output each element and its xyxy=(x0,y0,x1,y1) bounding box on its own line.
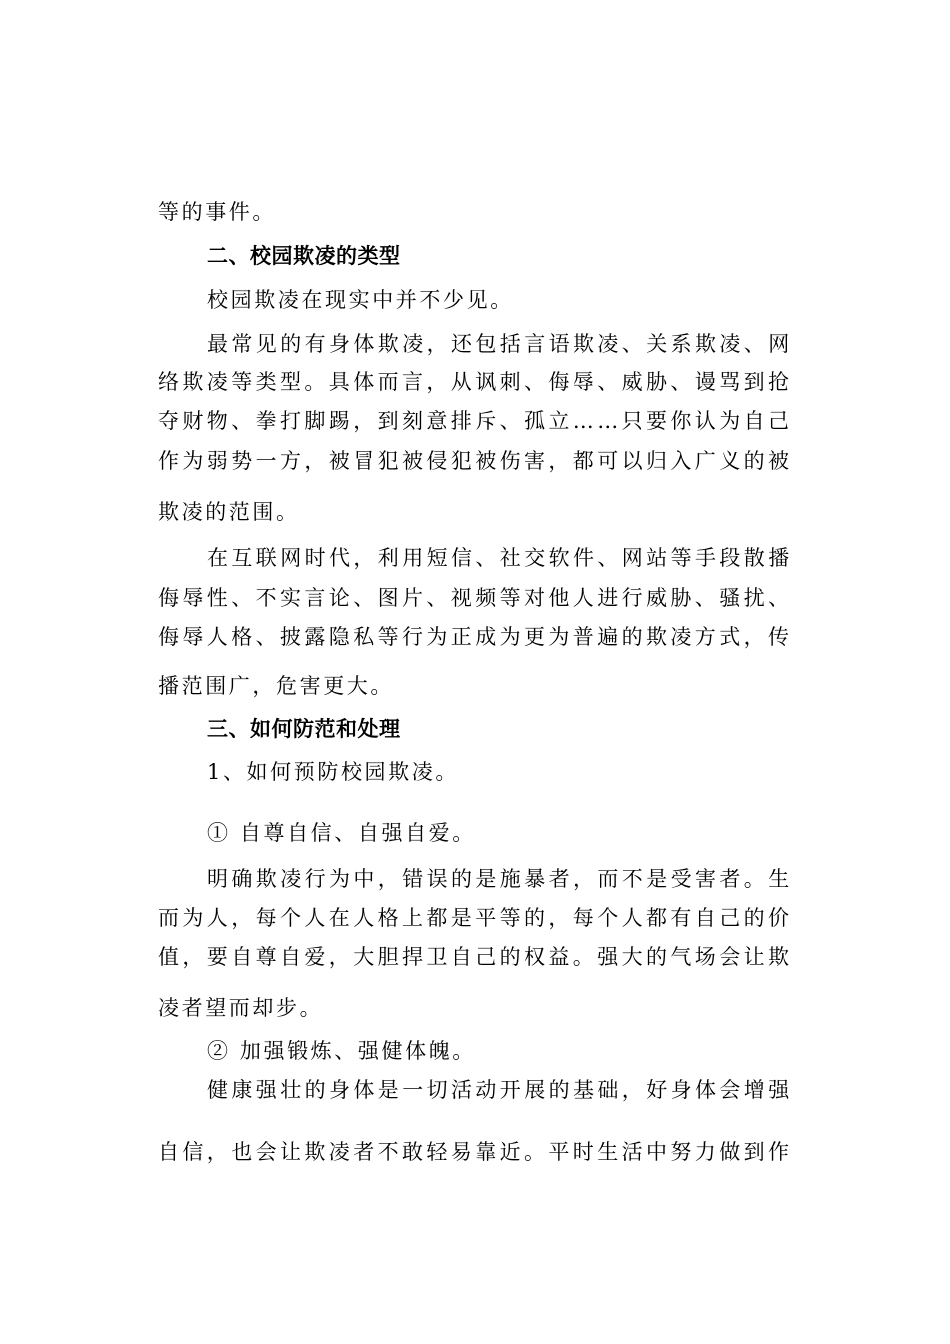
paragraph-line: 明确欺凌行为中，错误的是施暴者，而不是受害者。生 xyxy=(207,867,793,891)
paragraph-line: 侮辱性、不实言论、图片、视频等对他人进行威胁、骚扰、 xyxy=(158,586,793,610)
paragraph-line: 值，要自尊自爱，大胆捍卫自己的权益。强大的气场会让欺 xyxy=(158,945,793,969)
paragraph-line: 夺财物、拳打脚踢，到刻意排斥、孤立……只要你认为自己 xyxy=(158,409,793,433)
paragraph-line: 在互联网时代，利用短信、社交软件、网站等手段散播 xyxy=(207,546,793,570)
paragraph-line: 而为人，每个人在人格上都是平等的，每个人都有自己的价 xyxy=(158,906,793,930)
paragraph-line: 最常见的有身体欺凌，还包括言语欺凌、关系欺凌、网 xyxy=(207,332,793,356)
paragraph-line: 作为弱势一方，被冒犯被侵犯被伤害，都可以归入广义的被 xyxy=(158,449,793,473)
paragraph-line: 健康强壮的身体是一切活动开展的基础，好身体会增强 xyxy=(207,1078,793,1102)
paragraph-line: 欺凌的范围。 xyxy=(158,500,300,524)
paragraph-line: 凌者望而却步。 xyxy=(158,996,324,1020)
list-item-heading: ② 加强锻炼、强健体魄。 xyxy=(207,1039,476,1063)
paragraph-line: 校园欺凌在现实中并不少见。 xyxy=(207,288,514,312)
list-item-heading: ① 自尊自信、自强自爱。 xyxy=(207,821,476,845)
subsection-heading: 1、如何预防校园欺凌。 xyxy=(207,760,459,784)
paragraph-line: 自信，也会让欺凌者不敢轻易靠近。平时生活中努力做到作 xyxy=(158,1140,793,1164)
section-heading-types: 二、校园欺凌的类型 xyxy=(207,244,401,268)
paragraph-line: 播范围广，危害更大。 xyxy=(158,674,394,698)
paragraph-line: 侮辱人格、披露隐私等行为正成为更为普遍的欺凌方式，传 xyxy=(158,625,793,649)
section-heading-prevention: 三、如何防范和处理 xyxy=(207,717,401,741)
paragraph-continuation-line: 等的事件。 xyxy=(158,200,276,224)
paragraph-line: 络欺凌等类型。具体而言，从讽刺、侮辱、威胁、谩骂到抢 xyxy=(158,370,793,394)
